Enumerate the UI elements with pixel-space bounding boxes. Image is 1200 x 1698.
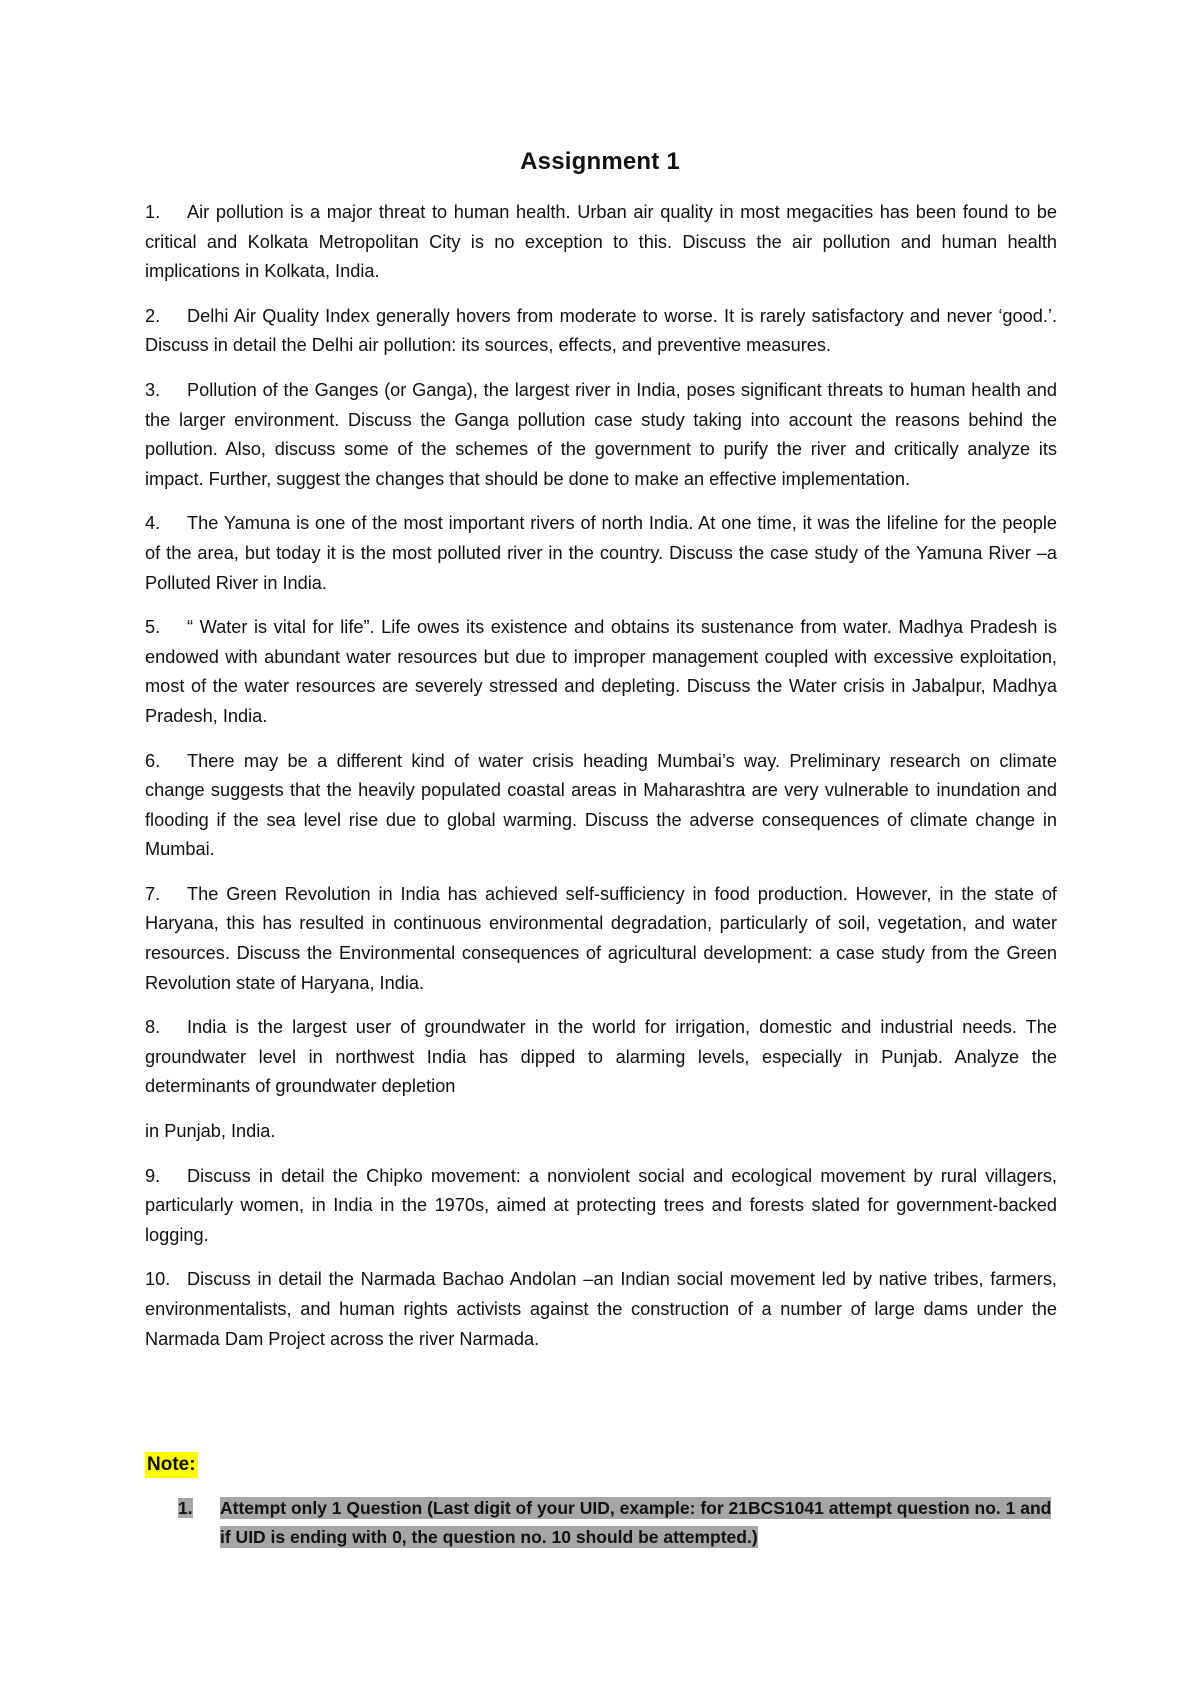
question-item [145,1013,1057,1102]
question-text: Discuss in detail the Chipko movement: a nonviolent social and ecological movement by rural villagers, particularly women, in India in the 1970s, aimed at protecting trees and forests slated for government-backed logging. [145,1165,1057,1245]
question-number: 2. [145,305,161,326]
question-text: There may be a different kind of water crisis heading Mumbai’s way. Preliminary research on climate change suggests that the heavily populated coastal areas in Maharashtra are very vulnerable to inundation and flooding if the sea level rise due to global warming. Discuss the adverse consequences of climate change in Mumbai. [145,750,1057,860]
question-text: The Green Revolution in India has achieved self-sufficiency in food production. However, in the state of Haryana, this has resulted in continuous environmental degradation, particularly of soil, vegetation, and water resources. Discuss the Environmental consequences of agricultural development: a case study from the Green Revolution state of Haryana, India. [145,883,1057,993]
question-number: 7. [145,883,161,904]
note-text-wrap [220,1494,1058,1552]
question-number: 8. [145,1017,161,1038]
question-item [145,376,1057,494]
question-item [145,880,1057,998]
question-item [145,509,1057,598]
question-item [145,198,1057,287]
question-number: 6. [145,750,161,771]
question-number: 5. [145,617,161,638]
question-item [145,613,1057,731]
question-text: “ Water is vital for life”. Life owes its existence and obtains its sustenance from water. Madhya Pradesh is endowed with abundant water resources but due to improper management coupled with excessive exploitation, most of the water resources are severely stressed and depleting. Discuss the Water crisis in Jabalpur, Madhya Pradesh, India. [145,617,1057,726]
question-list [145,198,1057,1369]
note-number [178,1494,220,1552]
question-text: Air pollution is a major threat to human health. Urban air quality in most megacities has been found to be critical and Kolkata Metropolitan City is no exception to this. Discuss the air pollution and human health implications in Kolkata, India. [145,202,1057,282]
question-number: 3. [145,379,161,400]
question-text: Discuss in detail the Narmada Bachao Andolan –an Indian social movement led by native tribes, farmers, environmentalists, and human rights activists against the construction of a number of large dams under the Narmada Dam Project across the river Narmada. [145,1269,1057,1349]
page-title: Assignment 1 [520,148,680,175]
note-number-text: 1. [178,1498,193,1518]
question-item [145,1162,1057,1251]
question-text: in Punjab, India. [145,1121,276,1142]
question-text: Pollution of the Ganges (or Ganga), the largest river in India, poses significant threats to human health and the larger environment. Discuss the Ganga pollution case study taking into account the reasons behind the pollution. Also, discuss some of the schemes of the government to purify the river and critically analyze its impact. Further, suggest the changes that should be done to make an effective implementation. [145,379,1057,489]
note-item [178,1494,1058,1552]
question-text: The Yamuna is one of the most important rivers of north India. At one time, it was the lifeline for the people of the area, but today it is the most polluted river in the country. Discuss the case study of the Yamuna River –a Polluted River in India. [145,513,1057,593]
question-number: 1. [145,202,161,222]
question-number: 9. [145,1165,161,1186]
question-item [145,302,1057,361]
note-label: Note: [145,1452,198,1478]
note-list [178,1494,1058,1552]
question-item [145,1265,1057,1354]
question-text: India is the largest user of groundwater in the world for irrigation, domestic and industrial needs. The groundwater level in northwest India has dipped to alarming levels, especially in Punjab. Analyze the determinants of groundwater depletion [145,1017,1057,1097]
question-number: 10. [145,1269,171,1290]
note-text: Attempt only 1 Question (Last digit of your UID, example: for 21BCS1041 attempt question no. 1 and if UID is ending with 0, the question no. 10 should be attempted.) [220,1498,1052,1547]
question-continuation [145,1117,1057,1147]
question-item [145,747,1057,865]
question-number: 4. [145,513,161,534]
question-text: Delhi Air Quality Index generally hovers from moderate to worse. It is rarely satisfactory and never ‘good.’. Discuss in detail the Delhi air pollution: its sources, effects, and preventive measures. [145,305,1057,356]
